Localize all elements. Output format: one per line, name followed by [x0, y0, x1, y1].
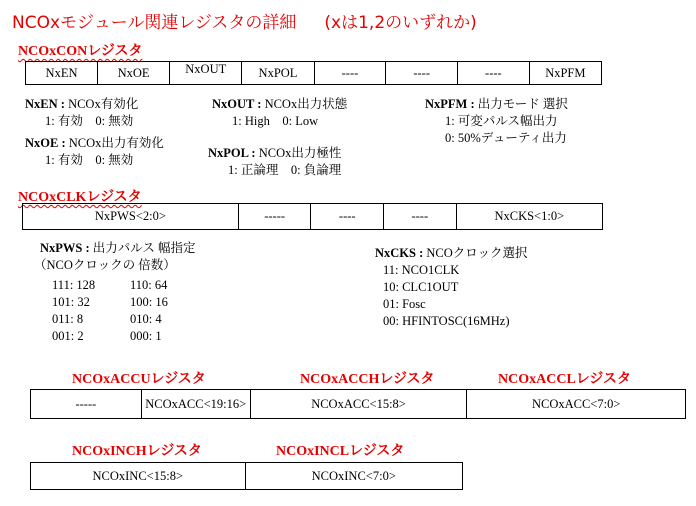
ncoaccu-register-label: NCOxACCUレジスタ: [72, 372, 206, 387]
nxpol-options: 1: 正論理 0: 負論理: [228, 163, 342, 177]
ncoclk-field-4: -----: [238, 204, 311, 230]
nxpfm-option-0: 0: 50%デューティ出力: [445, 131, 567, 145]
ncoclk-field-3: ----: [311, 204, 384, 230]
nxpfm-description: [425, 96, 568, 147]
page-title: [12, 8, 477, 33]
ncoclk-field-cks: NxCKS<1:0>: [456, 204, 602, 230]
nxcks-title: NCOクロック選択: [426, 246, 528, 260]
nxpol-name: NxPOL :: [208, 146, 256, 160]
nxcks-option: 00: HFINTOSC(16MHz): [383, 314, 510, 328]
nxpol-title: NCOx出力極性: [258, 146, 342, 160]
nxpws-value: 110: 64: [130, 278, 168, 292]
nxout-title: NCOx出力状態: [264, 97, 348, 111]
ncoclk-field-pws: NxPWS<2:0>: [23, 204, 239, 230]
nxpol-description: [208, 145, 341, 179]
ncocon-bit-1: ----: [458, 62, 530, 85]
ncocon-bit-3: ----: [314, 62, 386, 85]
ncocon-bit-6: NxOE: [98, 62, 170, 85]
nxpfm-name: NxPFM :: [425, 97, 475, 111]
nxen-description: [25, 96, 138, 130]
ncocon-bit-2: ----: [386, 62, 458, 85]
nxpws-value: 101: 32: [52, 295, 90, 309]
nxoe-title: NCOx出力有効化: [68, 136, 164, 150]
ncocon-bit-4: NxPOL: [242, 62, 314, 85]
nxpws-subtitle: （NCOクロックの 倍数）: [34, 258, 176, 272]
ncocon-bit-7: NxEN: [26, 62, 98, 85]
nxen-options: 1: 有効 0: 無効: [45, 114, 134, 128]
ncoinc-register-table: [30, 462, 463, 490]
nxout-description: [212, 96, 347, 130]
nxcks-description: [375, 245, 528, 330]
nxcks-name: NxCKS :: [375, 246, 424, 260]
page-title-main: NCOxモジュール関連レジスタの詳細: [12, 13, 297, 33]
nxcks-option: 01: Fosc: [383, 297, 426, 311]
ncoaccl-register-label: NCOxACCLレジスタ: [498, 372, 632, 387]
ncoincl-field: NCOxINC<7:0>: [245, 463, 462, 490]
ncocon-bit-0: NxPFM: [529, 62, 601, 85]
nxcks-option: 11: NCO1CLK: [383, 263, 460, 277]
ncoclk-register-label: NCOxCLKレジスタ: [18, 190, 142, 205]
ncoaccl-field: NCOxACC<7:0>: [467, 390, 686, 419]
ncoacc-register-table: [30, 389, 686, 419]
nxout-options: 1: High 0: Low: [232, 114, 319, 128]
nxpws-description: [34, 240, 196, 274]
nxpws-title: 出力パルス 幅指定: [92, 241, 196, 255]
page-title-sub: (xは1,2のいずれか): [324, 13, 477, 33]
ncoinch-field: NCOxINC<15:8>: [31, 463, 246, 490]
nxpws-value: 100: 16: [130, 295, 168, 309]
nxpfm-title: 出力モード 選択: [477, 97, 568, 111]
nxpws-values: [52, 277, 168, 345]
ncoclk-field-2: ----: [384, 204, 457, 230]
nxen-name: NxEN :: [25, 97, 65, 111]
nxoe-name: NxOE :: [25, 136, 66, 150]
ncoacc-unused-field: -----: [31, 390, 142, 419]
nxpws-value: 000: 1: [130, 329, 162, 343]
ncoacch-field: NCOxACC<15:8>: [250, 390, 467, 419]
nxpws-value: 011: 8: [52, 312, 84, 326]
nxoe-description: [25, 135, 164, 169]
ncoacch-register-label: NCOxACCHレジスタ: [300, 372, 435, 387]
nxpws-name: NxPWS :: [40, 241, 90, 255]
nxcks-option: 10: CLC1OUT: [383, 280, 459, 294]
ncoinch-register-label: NCOxINCHレジスタ: [72, 444, 202, 459]
ncoaccu-field: NCOxACC<19:16>: [141, 390, 250, 419]
ncocon-register-label: NCOxCONレジスタ: [18, 44, 143, 59]
nxpws-value: 111: 128: [52, 278, 96, 292]
ncoclk-register-table: [22, 203, 603, 230]
nxout-name: NxOUT :: [212, 97, 262, 111]
ncocon-bit-5: NxOUT: [170, 62, 242, 85]
nxpfm-option-1: 1: 可変パルス幅出力: [445, 114, 558, 128]
nxpws-value: 010: 4: [130, 312, 162, 326]
nxen-title: NCOx有効化: [68, 97, 139, 111]
ncocon-register-table: [25, 61, 602, 85]
nxoe-options: 1: 有効 0: 無効: [45, 153, 134, 167]
ncoincl-register-label: NCOxINCLレジスタ: [276, 444, 405, 459]
nxpws-value: 001: 2: [52, 329, 84, 343]
